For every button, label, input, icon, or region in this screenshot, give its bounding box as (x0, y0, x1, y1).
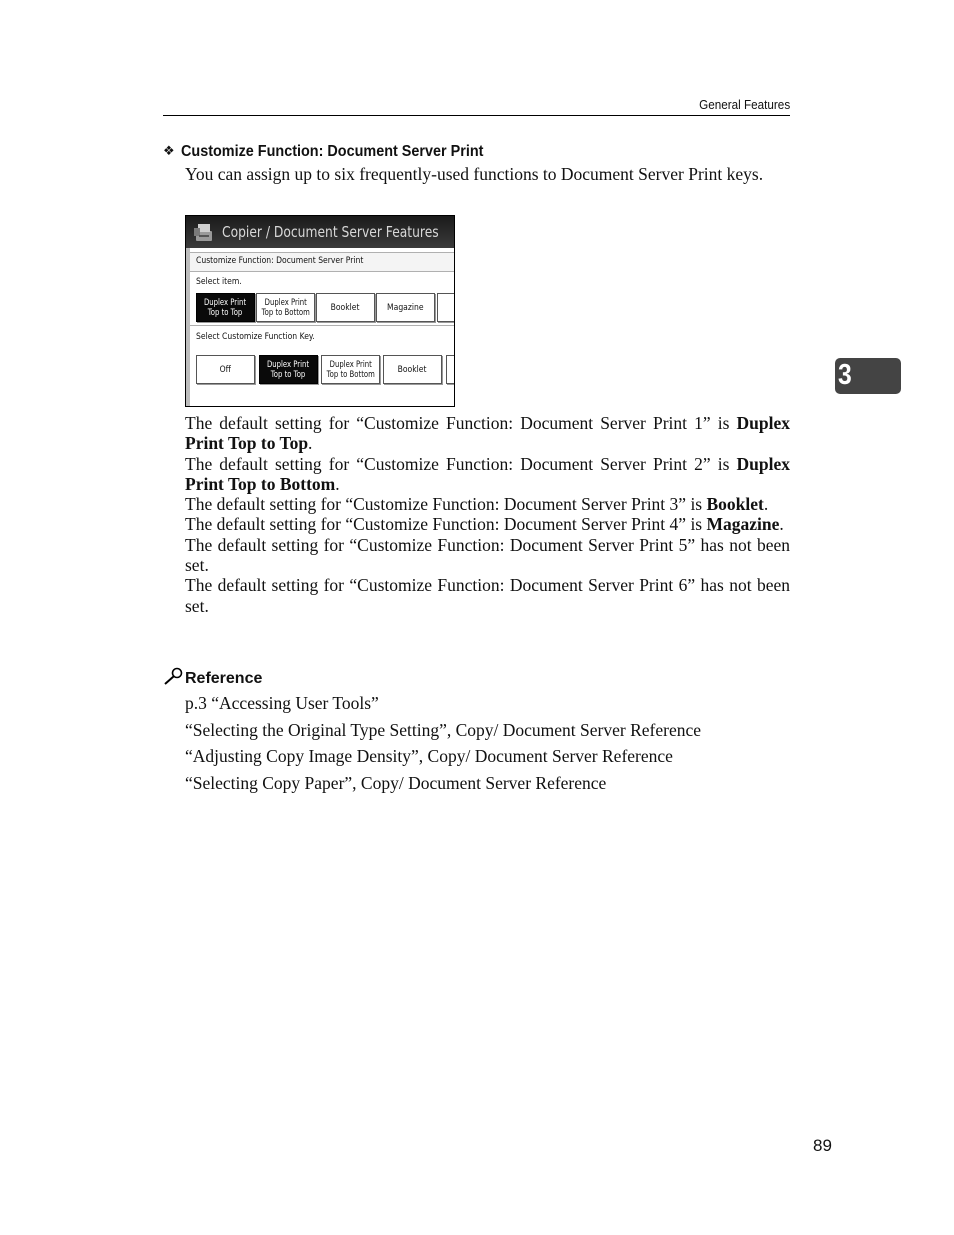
item-button-magazine[interactable]: Magazine (376, 293, 435, 322)
key-button-off[interactable]: Off (196, 355, 255, 384)
default-setting-3: The default setting for “Customize Function: Document Server Print 3” is Booklet. (185, 494, 769, 515)
select-key-label: Select Customize Function Key. (196, 332, 315, 342)
section-heading (163, 143, 517, 161)
copier-app-icon (193, 221, 215, 243)
screenshot-subtitle: Customize Function: Document Server Print (196, 256, 364, 266)
reference-heading (163, 667, 262, 688)
chapter-tab (835, 358, 901, 394)
default-settings-list (185, 413, 790, 616)
select-item-label: Select item. (196, 277, 242, 287)
key-button-booklet[interactable]: Booklet (383, 355, 442, 384)
default-setting-2: The default setting for “Customize Function: Document Server Print 2” is Duplex Print Top to Bottom. (185, 453, 790, 494)
section-heading-text: Customize Function: Document Server Print (181, 143, 484, 160)
screenshot-subtitle-bar (190, 252, 455, 272)
reference-item[interactable]: “Selecting Copy Paper”, Copy/ Document Server Reference (185, 773, 607, 794)
screenshot-panel (185, 215, 455, 407)
chapter-number: 3 (838, 359, 852, 391)
running-header (163, 96, 790, 116)
default-setting-4: The default setting for “Customize Function: Document Server Print 4” is Magazine. (185, 514, 784, 535)
screenshot-title: Copier / Document Server Features (222, 223, 439, 241)
default-setting-1: The default setting for “Customize Function: Document Server Print 1” is Duplex Print Top to Top. (185, 413, 790, 454)
diamond-bullet-icon: ❖ (163, 143, 175, 158)
magnifier-icon (163, 667, 185, 685)
page-number: 89 (813, 1136, 832, 1155)
key-button-duplex-top-to-bottom[interactable]: Duplex Print Top to Bottom (321, 355, 380, 384)
running-header-text: General Features (698, 97, 790, 112)
default-setting-5: The default setting for “Customize Function: Document Server Print 5” has not been set. (185, 534, 790, 576)
key-button-partial[interactable] (446, 355, 455, 384)
intro-text: You can assign up to six frequently-used functions to Document Server Print keys. (185, 164, 764, 184)
intro-paragraph (185, 164, 790, 184)
screenshot-titlebar (186, 216, 454, 248)
panel-divider (190, 325, 455, 326)
item-button-duplex-top-to-top[interactable]: Duplex Print Top to Top (196, 293, 255, 322)
reference-item[interactable]: “Selecting the Original Type Setting”, Copy/ Document Server Reference (185, 719, 702, 740)
reference-heading-text: Reference (185, 670, 263, 687)
default-setting-6: The default setting for “Customize Function: Document Server Print 6” has not been set. (185, 575, 790, 616)
item-button-duplex-top-to-bottom[interactable]: Duplex Print Top to Bottom (256, 293, 315, 322)
reference-list (185, 691, 701, 798)
reference-item[interactable]: p.3 “Accessing User Tools” (185, 693, 379, 713)
item-button-partial[interactable] (437, 293, 455, 322)
key-button-duplex-top-to-top[interactable]: Duplex Print Top to Top (259, 355, 318, 384)
reference-item[interactable]: “Adjusting Copy Image Density”, Copy/ Document Server Reference (185, 746, 673, 767)
item-button-booklet[interactable]: Booklet (316, 293, 375, 322)
